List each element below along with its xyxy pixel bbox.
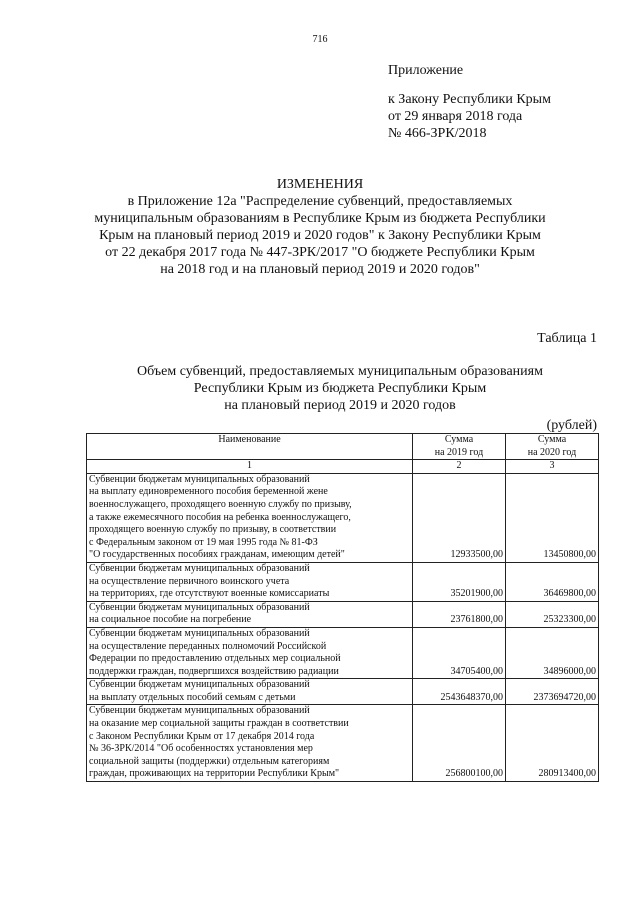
subsidies-table	[86, 433, 599, 782]
row-sum-2020: 25323300,00	[506, 601, 599, 627]
row-name-line: военнослужащего, проходящего военную службу по призыву,	[89, 498, 352, 510]
row-name-line: "О государственных пособиях гражданам, имеющим детей"	[89, 549, 345, 561]
table-label: Таблица 1	[537, 331, 597, 346]
table-row	[87, 473, 599, 562]
row-name-line: с Федеральным законом от 19 мая 1995 года № 81-ФЗ	[89, 536, 318, 548]
row-sum-2019: 12933500,00	[413, 473, 506, 562]
row-name-line: Федерации по предоставлению отдельных мер социальной	[89, 653, 341, 665]
changes-line: Крым на плановый период 2019 и 2020 годов" к Закону Республики Крым	[99, 228, 541, 243]
row-sum-2019: 2543648370,00	[413, 679, 506, 705]
table-title-line: Объем субвенций, предоставляемых муниципальным образованиям	[137, 364, 543, 379]
index-cell: 3	[506, 460, 599, 474]
row-sum-2020: 13450800,00	[506, 473, 599, 562]
page-number: 716	[312, 34, 328, 45]
table-row	[87, 562, 599, 601]
row-sum-2020: 36469800,00	[506, 562, 599, 601]
appendix-line: от 29 января 2018 года	[388, 109, 523, 124]
table-index-row	[87, 460, 599, 474]
table-row	[87, 627, 599, 678]
row-name	[87, 562, 413, 601]
row-sum-2019: 34705400,00	[413, 627, 506, 678]
row-sum-2020: 2373694720,00	[506, 679, 599, 705]
row-name-line: на осуществление первичного воинского учета	[89, 575, 290, 587]
table-title-line: Республики Крым из бюджета Республики Крым	[193, 381, 487, 396]
table-header-row	[87, 434, 599, 460]
row-sum-2020: 34896000,00	[506, 627, 599, 678]
row-name-line: Субвенции бюджетам муниципальных образований	[89, 627, 310, 639]
table-row	[87, 601, 599, 627]
index-cell: 1	[87, 460, 413, 474]
row-name-line: социальной защиты (поддержки) отдельным категориям	[89, 755, 330, 767]
row-name	[87, 627, 413, 678]
table-title-line: на плановый период 2019 и 2020 годов	[224, 398, 456, 413]
row-name	[87, 473, 413, 562]
row-name	[87, 601, 413, 627]
row-name-line: Субвенции бюджетам муниципальных образований	[89, 601, 310, 613]
row-sum-2019: 256800100,00	[413, 705, 506, 782]
index-cell: 2	[413, 460, 506, 474]
changes-line: муниципальным образованиям в Республике Крым из бюджета Республики	[94, 211, 546, 226]
row-name-line: на оказание мер социальной защиты граждан в соответствии	[89, 718, 349, 730]
unit-label: (рублей)	[546, 418, 597, 433]
changes-line: в Приложение 12а "Распределение субвенций, предоставляемых	[127, 194, 513, 209]
header-sum-2019: Сумма на 2019 год	[413, 434, 506, 460]
table-row	[87, 705, 599, 782]
row-sum-2019: 35201900,00	[413, 562, 506, 601]
row-name-line: Субвенции бюджетам муниципальных образований	[89, 473, 310, 485]
table-title	[80, 363, 600, 414]
changes-line: на 2018 год и на плановый период 2019 и 2020 годов"	[160, 262, 480, 277]
row-name-line: на выплату отдельных пособий семьям с детьми	[89, 691, 296, 703]
row-name-line: на территориях, где отсутствуют военные комиссариаты	[89, 588, 330, 600]
row-name-line: на социальное пособие на погребение	[89, 614, 252, 626]
row-name-line: на выплату единовременного пособия беременной жене	[89, 486, 328, 498]
appendix-block	[388, 62, 551, 142]
row-name-line: Субвенции бюджетам муниципальных образований	[89, 705, 310, 717]
row-sum-2020: 280913400,00	[506, 705, 599, 782]
row-name-line: на осуществление переданных полномочий Российской	[89, 640, 327, 652]
changes-line: от 22 декабря 2017 года № 447-ЗРК/2017 "О бюджете Республики Крым	[105, 245, 535, 260]
row-name-line: проходящего военную службу по призыву, в соответствии	[89, 524, 337, 536]
changes-block	[60, 176, 580, 278]
changes-heading: ИЗМЕНЕНИЯ	[276, 177, 364, 192]
header-sum-2020: Сумма на 2020 год	[506, 434, 599, 460]
row-name-line: а также ежемесячного пособия на ребенка военнослужащего,	[89, 511, 351, 523]
table-row	[87, 679, 599, 705]
row-name-line: Субвенции бюджетам муниципальных образований	[89, 679, 310, 691]
row-name	[87, 705, 413, 782]
row-name-line: поддержки граждан, подвергшихся воздействию радиации	[89, 665, 339, 677]
appendix-label: Приложение	[388, 63, 464, 78]
row-name	[87, 679, 413, 705]
appendix-line: к Закону Республики Крым	[388, 92, 551, 107]
appendix-line: № 466-ЗРК/2018	[388, 126, 487, 141]
header-name: Наименование	[87, 434, 413, 460]
row-name-line: с Законом Республики Крым от 17 декабря 2014 года	[89, 730, 315, 742]
row-sum-2019: 23761800,00	[413, 601, 506, 627]
row-name-line: Субвенции бюджетам муниципальных образований	[89, 562, 310, 574]
appendix-spacer	[388, 79, 551, 91]
table-body	[87, 473, 599, 781]
row-name-line: № 36-ЗРК/2014 "Об особенностях установления мер	[89, 743, 313, 755]
row-name-line: граждан, проживающих на территории Республики Крым"	[89, 768, 340, 780]
